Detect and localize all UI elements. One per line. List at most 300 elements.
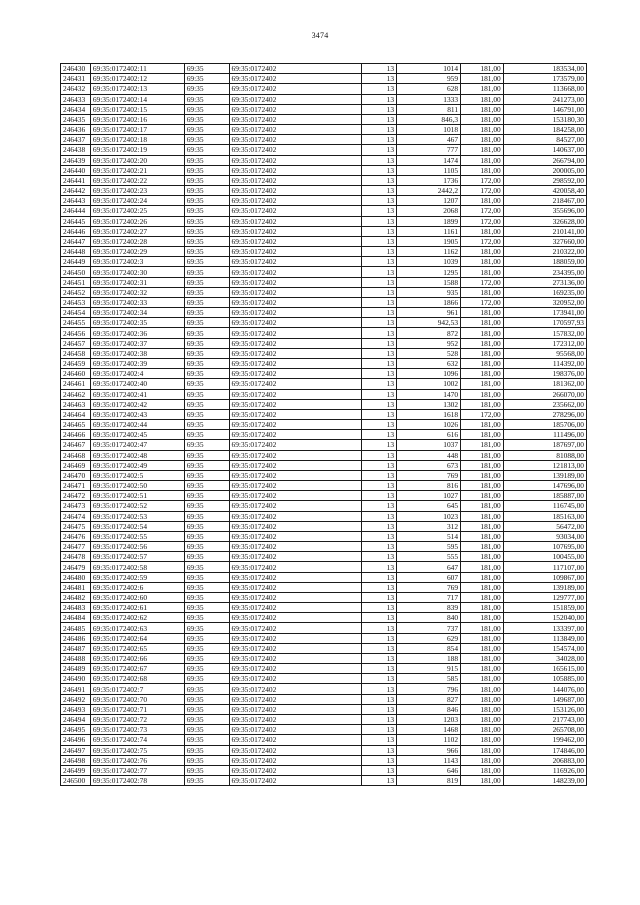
id-cell: 246461	[61, 379, 91, 389]
rate-cell: 181,00	[461, 582, 504, 592]
table-row	[61, 196, 587, 206]
value-cell: 148239,00	[503, 776, 586, 786]
block-cell: 69:35:0172402	[229, 165, 361, 175]
block-cell: 69:35:0172402	[229, 664, 361, 674]
quarter-cell: 69:35	[184, 613, 229, 623]
rate-cell: 181,00	[461, 755, 504, 765]
rate-cell: 181,00	[461, 653, 504, 663]
value-cell: 34028,00	[503, 653, 586, 663]
block-cell: 69:35:0172402	[229, 653, 361, 663]
area-cell: 1588	[397, 277, 461, 287]
rate-cell: 181,00	[461, 552, 504, 562]
id-cell: 246490	[61, 674, 91, 684]
table-row	[61, 633, 587, 643]
id-cell: 246435	[61, 114, 91, 124]
cadastral-cell: 69:35:0172402:36	[90, 328, 184, 338]
rate-cell: 181,00	[461, 450, 504, 460]
block-cell: 69:35:0172402	[229, 257, 361, 267]
id-cell: 246469	[61, 460, 91, 470]
page-number: 3474	[311, 31, 329, 40]
table-row	[61, 511, 587, 521]
block-cell: 69:35:0172402	[229, 460, 361, 470]
cadastral-cell: 69:35:0172402:27	[90, 226, 184, 236]
table-row	[61, 643, 587, 653]
table-body	[61, 64, 587, 786]
quarter-cell: 69:35	[184, 491, 229, 501]
cadastral-cell: 69:35:0172402:37	[90, 338, 184, 348]
quarter-cell: 69:35	[184, 664, 229, 674]
cadastral-cell: 69:35:0172402:73	[90, 725, 184, 735]
quarter-cell: 69:35	[184, 450, 229, 460]
value-cell: 181362,00	[503, 379, 586, 389]
area-cell: 840	[397, 613, 461, 623]
value-cell: 185887,00	[503, 491, 586, 501]
quarter-cell: 69:35	[184, 358, 229, 368]
cadastral-cell: 69:35:0172402:5	[90, 470, 184, 480]
zone-cell: 13	[361, 358, 396, 368]
cadastral-cell: 69:35:0172402:15	[90, 104, 184, 114]
rate-cell: 181,00	[461, 715, 504, 725]
quarter-cell: 69:35	[184, 226, 229, 236]
zone-cell: 13	[361, 216, 396, 226]
quarter-cell: 69:35	[184, 521, 229, 531]
block-cell: 69:35:0172402	[229, 542, 361, 552]
value-cell: 129777,00	[503, 592, 586, 602]
zone-cell: 13	[361, 420, 396, 430]
zone-cell: 13	[361, 521, 396, 531]
area-cell: 555	[397, 552, 461, 562]
value-cell: 56472,00	[503, 521, 586, 531]
id-cell: 246446	[61, 226, 91, 236]
table-row	[61, 369, 587, 379]
cadastral-cell: 69:35:0172402:59	[90, 572, 184, 582]
id-cell: 246498	[61, 755, 91, 765]
zone-cell: 13	[361, 84, 396, 94]
value-cell: 210141,00	[503, 226, 586, 236]
block-cell: 69:35:0172402	[229, 674, 361, 684]
block-cell: 69:35:0172402	[229, 481, 361, 491]
area-cell: 872	[397, 328, 461, 338]
area-cell: 1474	[397, 155, 461, 165]
rate-cell: 181,00	[461, 430, 504, 440]
cadastral-cell: 69:35:0172402:45	[90, 430, 184, 440]
id-cell: 246441	[61, 175, 91, 185]
quarter-cell: 69:35	[184, 165, 229, 175]
cadastral-cell: 69:35:0172402:32	[90, 287, 184, 297]
block-cell: 69:35:0172402	[229, 94, 361, 104]
zone-cell: 13	[361, 338, 396, 348]
cadastral-cell: 69:35:0172402:47	[90, 440, 184, 450]
area-cell: 448	[397, 450, 461, 460]
value-cell: 266794,00	[503, 155, 586, 165]
table-row	[61, 430, 587, 440]
table-row	[61, 145, 587, 155]
value-cell: 116745,00	[503, 501, 586, 511]
id-cell: 246483	[61, 603, 91, 613]
quarter-cell: 69:35	[184, 653, 229, 663]
quarter-cell: 69:35	[184, 328, 229, 338]
quarter-cell: 69:35	[184, 745, 229, 755]
area-cell: 1161	[397, 226, 461, 236]
rate-cell: 181,00	[461, 643, 504, 653]
block-cell: 69:35:0172402	[229, 358, 361, 368]
value-cell: 95568,00	[503, 348, 586, 358]
cadastral-cell: 69:35:0172402:61	[90, 603, 184, 613]
cadastral-cell: 69:35:0172402:41	[90, 389, 184, 399]
cadastral-cell: 69:35:0172402:24	[90, 196, 184, 206]
zone-cell: 13	[361, 399, 396, 409]
rate-cell: 181,00	[461, 521, 504, 531]
cadastral-cell: 69:35:0172402:57	[90, 552, 184, 562]
zone-cell: 13	[361, 226, 396, 236]
table-row	[61, 623, 587, 633]
value-cell: 173941,00	[503, 308, 586, 318]
table-row	[61, 704, 587, 714]
block-cell: 69:35:0172402	[229, 74, 361, 84]
area-cell: 188	[397, 653, 461, 663]
zone-cell: 13	[361, 318, 396, 328]
area-cell: 854	[397, 643, 461, 653]
quarter-cell: 69:35	[184, 776, 229, 786]
quarter-cell: 69:35	[184, 735, 229, 745]
block-cell: 69:35:0172402	[229, 531, 361, 541]
id-cell: 246491	[61, 684, 91, 694]
block-cell: 69:35:0172402	[229, 592, 361, 602]
id-cell: 246487	[61, 643, 91, 653]
id-cell: 246447	[61, 236, 91, 246]
quarter-cell: 69:35	[184, 247, 229, 257]
id-cell: 246482	[61, 592, 91, 602]
zone-cell: 13	[361, 725, 396, 735]
quarter-cell: 69:35	[184, 643, 229, 653]
cadastral-cell: 69:35:0172402:17	[90, 125, 184, 135]
area-cell: 1203	[397, 715, 461, 725]
block-cell: 69:35:0172402	[229, 420, 361, 430]
cadastral-cell: 69:35:0172402:62	[90, 613, 184, 623]
area-cell: 777	[397, 145, 461, 155]
quarter-cell: 69:35	[184, 369, 229, 379]
area-cell: 811	[397, 104, 461, 114]
rate-cell: 181,00	[461, 735, 504, 745]
block-cell: 69:35:0172402	[229, 430, 361, 440]
rate-cell: 181,00	[461, 603, 504, 613]
cadastral-cell: 69:35:0172402:54	[90, 521, 184, 531]
table-row	[61, 399, 587, 409]
zone-cell: 13	[361, 684, 396, 694]
block-cell: 69:35:0172402	[229, 318, 361, 328]
table-row	[61, 481, 587, 491]
rate-cell: 181,00	[461, 491, 504, 501]
rate-cell: 181,00	[461, 725, 504, 735]
id-cell: 246470	[61, 470, 91, 480]
id-cell: 246479	[61, 562, 91, 572]
table-row	[61, 491, 587, 501]
table-row	[61, 94, 587, 104]
value-cell: 84527,00	[503, 135, 586, 145]
value-cell: 140637,00	[503, 145, 586, 155]
area-cell: 1162	[397, 247, 461, 257]
quarter-cell: 69:35	[184, 94, 229, 104]
cadastral-cell: 69:35:0172402:64	[90, 633, 184, 643]
cadastral-cell: 69:35:0172402:58	[90, 562, 184, 572]
id-cell: 246460	[61, 369, 91, 379]
rate-cell: 181,00	[461, 338, 504, 348]
id-cell: 246485	[61, 623, 91, 633]
block-cell: 69:35:0172402	[229, 287, 361, 297]
area-cell: 846,3	[397, 114, 461, 124]
quarter-cell: 69:35	[184, 694, 229, 704]
value-cell: 154574,00	[503, 643, 586, 653]
rate-cell: 181,00	[461, 684, 504, 694]
cadastral-cell: 69:35:0172402:67	[90, 664, 184, 674]
table-row	[61, 653, 587, 663]
area-cell: 1470	[397, 389, 461, 399]
cadastral-cell: 69:35:0172402:68	[90, 674, 184, 684]
id-cell: 246497	[61, 745, 91, 755]
block-cell: 69:35:0172402	[229, 348, 361, 358]
value-cell: 187697,00	[503, 440, 586, 450]
area-cell: 1333	[397, 94, 461, 104]
value-cell: 157832,00	[503, 328, 586, 338]
value-cell: 152040,00	[503, 613, 586, 623]
id-cell: 246473	[61, 501, 91, 511]
zone-cell: 13	[361, 531, 396, 541]
value-cell: 218467,00	[503, 196, 586, 206]
zone-cell: 13	[361, 206, 396, 216]
id-cell: 246495	[61, 725, 91, 735]
cadastral-cell: 69:35:0172402:65	[90, 643, 184, 653]
value-cell: 117107,00	[503, 562, 586, 572]
zone-cell: 13	[361, 715, 396, 725]
area-cell: 1096	[397, 369, 461, 379]
table-row	[61, 287, 587, 297]
cadastral-cell: 69:35:0172402:22	[90, 175, 184, 185]
area-cell: 1105	[397, 165, 461, 175]
block-cell: 69:35:0172402	[229, 369, 361, 379]
cadastral-cell: 69:35:0172402:72	[90, 715, 184, 725]
rate-cell: 181,00	[461, 572, 504, 582]
area-cell: 616	[397, 430, 461, 440]
table-row	[61, 572, 587, 582]
rate-cell: 181,00	[461, 420, 504, 430]
zone-cell: 13	[361, 511, 396, 521]
value-cell: 116926,00	[503, 765, 586, 775]
cadastral-cell: 69:35:0172402:78	[90, 776, 184, 786]
table-row	[61, 348, 587, 358]
id-cell: 246456	[61, 328, 91, 338]
rate-cell: 181,00	[461, 165, 504, 175]
table-row	[61, 420, 587, 430]
quarter-cell: 69:35	[184, 562, 229, 572]
block-cell: 69:35:0172402	[229, 613, 361, 623]
rate-cell: 181,00	[461, 613, 504, 623]
value-cell: 326628,00	[503, 216, 586, 226]
zone-cell: 13	[361, 257, 396, 267]
cadastral-cell: 69:35:0172402:42	[90, 399, 184, 409]
cadastral-cell: 69:35:0172402:49	[90, 460, 184, 470]
id-cell: 246454	[61, 308, 91, 318]
area-cell: 796	[397, 684, 461, 694]
area-cell: 646	[397, 765, 461, 775]
area-cell: 769	[397, 582, 461, 592]
value-cell: 144076,00	[503, 684, 586, 694]
rate-cell: 181,00	[461, 592, 504, 602]
area-cell: 1618	[397, 409, 461, 419]
block-cell: 69:35:0172402	[229, 206, 361, 216]
block-cell: 69:35:0172402	[229, 399, 361, 409]
zone-cell: 13	[361, 267, 396, 277]
value-cell: 139189,00	[503, 470, 586, 480]
cadastral-cell: 69:35:0172402:31	[90, 277, 184, 287]
block-cell: 69:35:0172402	[229, 623, 361, 633]
value-cell: 153126,00	[503, 704, 586, 714]
table-row	[61, 582, 587, 592]
quarter-cell: 69:35	[184, 267, 229, 277]
rate-cell: 181,00	[461, 460, 504, 470]
table-row	[61, 64, 587, 74]
area-cell: 1018	[397, 125, 461, 135]
area-cell: 717	[397, 592, 461, 602]
cadastral-cell: 69:35:0172402:43	[90, 409, 184, 419]
quarter-cell: 69:35	[184, 257, 229, 267]
area-cell: 1295	[397, 267, 461, 277]
quarter-cell: 69:35	[184, 501, 229, 511]
zone-cell: 13	[361, 582, 396, 592]
value-cell: 278296,00	[503, 409, 586, 419]
table-row	[61, 308, 587, 318]
zone-cell: 13	[361, 196, 396, 206]
rate-cell: 181,00	[461, 633, 504, 643]
area-cell: 2442,2	[397, 186, 461, 196]
id-cell: 246442	[61, 186, 91, 196]
cadastral-cell: 69:35:0172402:60	[90, 592, 184, 602]
value-cell: 198376,00	[503, 369, 586, 379]
id-cell: 246496	[61, 735, 91, 745]
id-cell: 246457	[61, 338, 91, 348]
block-cell: 69:35:0172402	[229, 338, 361, 348]
block-cell: 69:35:0172402	[229, 247, 361, 257]
block-cell: 69:35:0172402	[229, 725, 361, 735]
quarter-cell: 69:35	[184, 542, 229, 552]
id-cell: 246466	[61, 430, 91, 440]
id-cell: 246467	[61, 440, 91, 450]
block-cell: 69:35:0172402	[229, 643, 361, 653]
value-cell: 111496,00	[503, 430, 586, 440]
block-cell: 69:35:0172402	[229, 684, 361, 694]
area-cell: 1002	[397, 379, 461, 389]
rate-cell: 172,00	[461, 216, 504, 226]
zone-cell: 13	[361, 94, 396, 104]
quarter-cell: 69:35	[184, 399, 229, 409]
block-cell: 69:35:0172402	[229, 562, 361, 572]
table-row	[61, 542, 587, 552]
zone-cell: 13	[361, 74, 396, 84]
value-cell: 234395,00	[503, 267, 586, 277]
value-cell: 217743,00	[503, 715, 586, 725]
area-cell: 1905	[397, 236, 461, 246]
zone-cell: 13	[361, 409, 396, 419]
block-cell: 69:35:0172402	[229, 694, 361, 704]
value-cell: 173579,00	[503, 74, 586, 84]
id-cell: 246493	[61, 704, 91, 714]
cadastral-cell: 69:35:0172402:50	[90, 481, 184, 491]
value-cell: 81088,00	[503, 450, 586, 460]
value-cell: 327660,00	[503, 236, 586, 246]
table-row	[61, 735, 587, 745]
quarter-cell: 69:35	[184, 481, 229, 491]
zone-cell: 13	[361, 369, 396, 379]
rate-cell: 181,00	[461, 318, 504, 328]
table-row	[61, 84, 587, 94]
block-cell: 69:35:0172402	[229, 267, 361, 277]
cadastral-cell: 69:35:0172402:18	[90, 135, 184, 145]
block-cell: 69:35:0172402	[229, 603, 361, 613]
zone-cell: 13	[361, 592, 396, 602]
zone-cell: 13	[361, 328, 396, 338]
id-cell: 246499	[61, 765, 91, 775]
zone-cell: 13	[361, 135, 396, 145]
zone-cell: 13	[361, 125, 396, 135]
area-cell: 915	[397, 664, 461, 674]
cadastral-cell: 69:35:0172402:16	[90, 114, 184, 124]
id-cell: 246494	[61, 715, 91, 725]
quarter-cell: 69:35	[184, 572, 229, 582]
quarter-cell: 69:35	[184, 704, 229, 714]
value-cell: 146791,00	[503, 104, 586, 114]
value-cell: 149687,00	[503, 694, 586, 704]
quarter-cell: 69:35	[184, 308, 229, 318]
zone-cell: 13	[361, 186, 396, 196]
id-cell: 246452	[61, 287, 91, 297]
area-cell: 673	[397, 460, 461, 470]
area-cell: 769	[397, 470, 461, 480]
zone-cell: 13	[361, 430, 396, 440]
zone-cell: 13	[361, 765, 396, 775]
area-cell: 647	[397, 562, 461, 572]
table-row	[61, 379, 587, 389]
area-cell: 312	[397, 521, 461, 531]
rate-cell: 181,00	[461, 155, 504, 165]
rate-cell: 181,00	[461, 664, 504, 674]
block-cell: 69:35:0172402	[229, 145, 361, 155]
quarter-cell: 69:35	[184, 338, 229, 348]
rate-cell: 181,00	[461, 440, 504, 450]
zone-cell: 13	[361, 694, 396, 704]
id-cell: 246439	[61, 155, 91, 165]
rate-cell: 181,00	[461, 196, 504, 206]
table-row	[61, 328, 587, 338]
zone-cell: 13	[361, 287, 396, 297]
cadastral-cell: 69:35:0172402:76	[90, 755, 184, 765]
area-cell: 595	[397, 542, 461, 552]
table-row	[61, 257, 587, 267]
id-cell: 246481	[61, 582, 91, 592]
quarter-cell: 69:35	[184, 623, 229, 633]
table-row	[61, 114, 587, 124]
quarter-cell: 69:35	[184, 74, 229, 84]
area-cell: 629	[397, 633, 461, 643]
quarter-cell: 69:35	[184, 379, 229, 389]
cadastral-cell: 69:35:0172402:19	[90, 145, 184, 155]
block-cell: 69:35:0172402	[229, 84, 361, 94]
table-row	[61, 776, 587, 786]
block-cell: 69:35:0172402	[229, 175, 361, 185]
id-cell: 246472	[61, 491, 91, 501]
block-cell: 69:35:0172402	[229, 409, 361, 419]
zone-cell: 13	[361, 755, 396, 765]
value-cell: 147696,00	[503, 481, 586, 491]
block-cell: 69:35:0172402	[229, 216, 361, 226]
